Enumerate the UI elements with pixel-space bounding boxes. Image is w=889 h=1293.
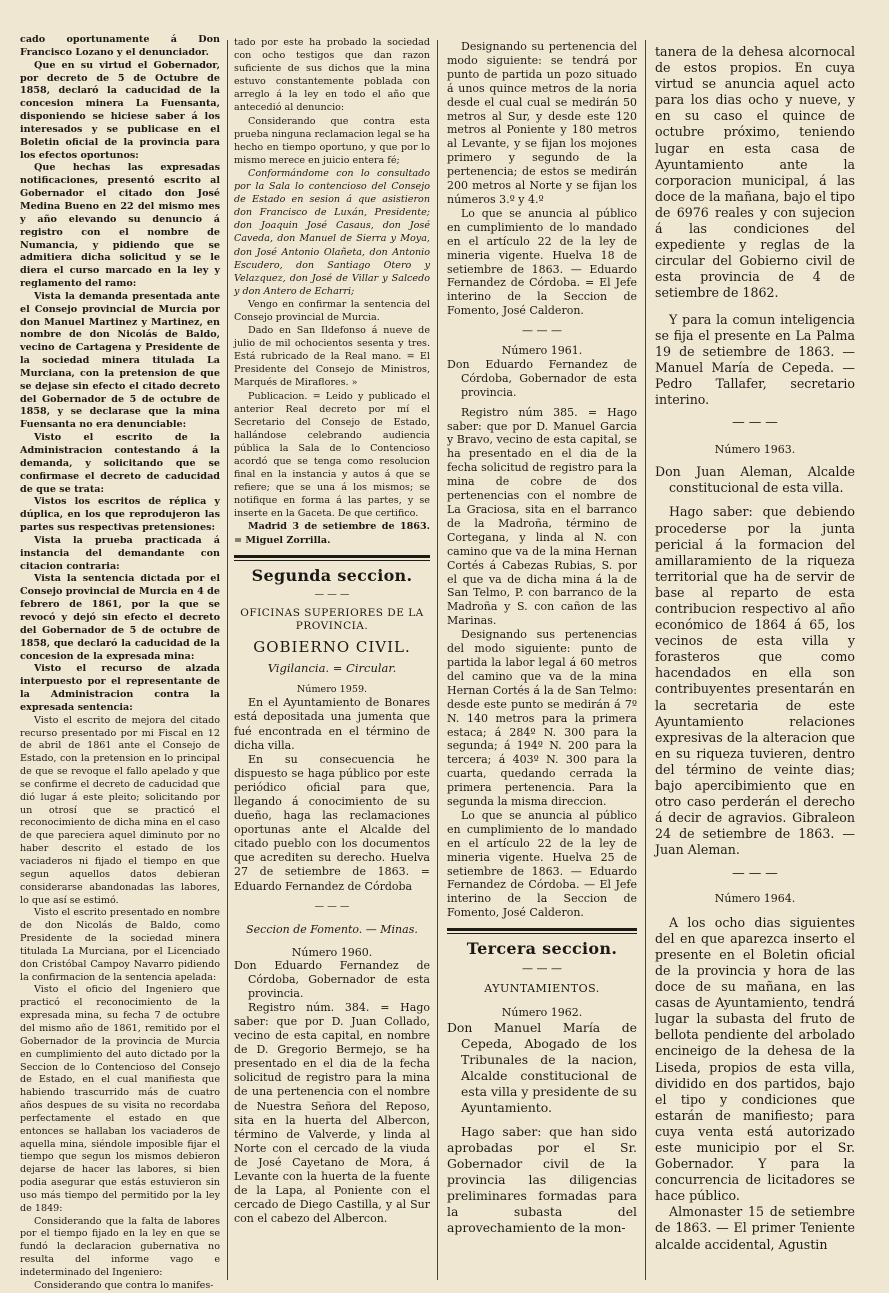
paragraph: Vistos los escritos de réplica y dúplica, en los que reprodujeron las partes sus respectivas pretensiones: (20, 496, 220, 534)
column-rule (645, 40, 646, 1280)
paragraph: Hago saber: que debiendo procederse por la junta pericial á la formacion del amillaramiento de la riqueza territorial que ha de servir de base al reparto de esta contribucion respectivo al año económico de 1864 á 65, los vecinos de esta villa y forasteros que como hacendados en ella son contribuyentes presentarán en la secretaria de este Ayuntamiento relaciones expresivas de la alteracion que en su riqueza tuvieren, dentro del término de veinte dias; bajo apercibimiento que en otro caso perderán el derecho á decir de agravios. Gibraleon 24 de setiembre de 1863. — Juan Aleman. (655, 504, 855, 858)
paragraph: Registro núm. 384. = Hago saber: que por D. Juan Collado, vecino de esta capital, en nombre de D. Gregorio Bermejo, se ha presentado en el dia de la fecha solicitud de registro para la mina de una pertenencia con el nombre de Nuestra Señora del Reposo, sita en la huerta del Albercon, término de Valverde, y linda al Norte con el cercado de la viuda de José Cayetano de Mora, á Levante con la huerta de la fuente de la Lapa, al Poniente con el cercado de Diego Castilla, y al Sur con el cabezo del Albercon. (234, 1000, 430, 1226)
paragraph: A los ocho dias siguientes del en que aparezca inserto el presente en el Boletin oficial de la provincia y hora de las doce de su mañana, en las casas de Ayuntamiento, tendrá lugar la subasta del fruto de bellota pendiente del arbolado encineigo de la dehesa de la Liseda, propios de esta villa, dividido en dos partidos, bajo el tipo y condiciones que estarán de manifiesto; para cuya venta está autorizado este municipio por el Sr. Gobernador. Y para la concurrencia de licitadores se hace público. (655, 914, 855, 1204)
heading-vigilancia: Vigilancia. = Circular. (267, 661, 397, 676)
paragraph: Conformándome con lo consultado por la Sala lo contencioso del Consejo de Estado en sesion á que asistieron don Francisco de Luxán, Presidente; don Joaquin José Casaus, don José Caveda, don Manuel de Sierra y Moya, don José Antonio Olañeta, don Antonio Escudero, don Santiago Otero y Velazquez, don José de Villar y Salcedo y don Antero de Echarri; (234, 167, 430, 297)
notice-issuer: Don Manuel María de Cepeda, Abogado de los Tribunales de la nacion, Alcalde constitucional de esta villa y presidente de su Ayuntamiento. (447, 1019, 637, 1115)
column-3 (447, 40, 637, 1280)
paragraph: Que hechas las expresadas notificaciones, presentó escrito al Gobernador el citado don José Medina Bueno en 22 del mismo mes y año elevando su denuncio á registro con el nombre de Numancia, y pidiendo que se admitiera dicha solicitud y se le diera el curso marcado en la ley y reglamento del ramo: (20, 162, 220, 290)
paragraph: Vista la demanda presentada ante el Consejo provincial de Murcia por don Manuel Martinez y Martinez, en nombre de don Nicolás de Baldo, vecino de Cartagena y Presidente de la sociedad minera titulada La Murciana, con la pretension de que se dejase sin efecto el citado decreto del Gobernador de 5 de octubre de 1858, y se declarase que la mina Fuensanta no era denunciable: (20, 290, 220, 431)
paragraph: tado por este ha probado la sociedad con ocho testigos que dan razon suficiente de sus dichos que la mina estuvo constantemente poblada con arreglo á la ley en todo el año que antecedió al denuncio: (234, 37, 430, 114)
paragraph: cado oportunamente á Don Francisco Lozano y el denunciador. (20, 34, 220, 58)
paragraph: Vengo en confirmar la sentencia del Consejo provincial de Murcia. (234, 298, 430, 323)
paragraph: Almonaster 15 de setiembre de 1863. — El primer Teniente alcalde accidental, Agustin (655, 1204, 855, 1252)
paragraph: Y para la comun inteligencia se fija el presente en La Palma 19 de setiembre de 1863. — Manuel María de Cepeda. — Pedro Tallafer, secretario interino. (655, 311, 855, 407)
paragraph: Registro núm 385. = Hago saber: que por D. Manuel Garcia y Bravo, vecino de esta capital, se ha presentado en el dia de la fecha solicitud de registro para la mina de cobre de dos pertenencias con el nombre de La Graciosa, sita en el barranco de la Madroña, término de Cortegana, y linda al N. con camino que va de la mina Hernan Cortés á Cabezas Rubias, S. por el que va de dicha mina á la de San Telmo, P. con barranco de la Madroña y S. con cañon de las Marinas. (447, 405, 637, 628)
paragraph: Hago saber: que han sido aprobadas por el Sr. Gobernador civil de la provincia las diligencias preliminares formadas para la subasta del aprovechamiento de la mon- (447, 1123, 637, 1235)
signature-line: Madrid 3 de setiembre de 1863. = Miguel Zorrilla. (234, 521, 430, 546)
separator: — — — (732, 414, 778, 430)
heading-gobierno: GOBIERNO CIVIL. (253, 638, 411, 657)
section-rule (234, 560, 430, 561)
paragraph: tanera de la dehesa alcornocal de estos propios. En cuya virtud se anuncia aquel acto para los dias ocho y nueve, y en su caso el quince de octubre próximo, teniendo lugar en esta casa de Ayuntamiento ante la corporacion municipal, á las doce de la mañana, bajo el tipo de 6976 reales y con sujecion á las condiciones del expediente y reglas de la circular del Gobierno civil de esta provincia de 4 de setiembre de 1862. (655, 44, 855, 301)
column-rule (227, 40, 228, 1280)
paragraph: Considerando que contra esta prueba ninguna reclamacion legal se ha hecho en tiempo oportuno, y que por lo mismo merece en juicio entera fé; (234, 115, 430, 166)
paragraph: En el Ayuntamiento de Bonares está depositada una jumenta que fué encontrada en el término de dicha villa. (234, 696, 430, 752)
notice-number: Número 1961. (501, 344, 583, 358)
paragraph: Visto el recurso de alzada interpuesto por el representante de la Administracion contra la expresada sentencia: (20, 663, 220, 713)
section-rule (447, 928, 637, 931)
separator: — — — (314, 900, 350, 912)
paragraph: Publicacion. = Leido y publicado el anterior Real decreto por mí el Secretario del Consejo de Estado, hallándose celebrando audiencia pública la Sala de lo Contencioso acordó que se tenga como resolucion final en la instancia y autos á que se refiere; que se una á los mismos; se notifique en forma á las partes, y se inserte en la Gaceta. De que certifico. (234, 390, 430, 520)
column-2 (234, 36, 430, 1280)
separator: — — — (522, 324, 562, 338)
paragraph: Considerando que la falta de labores por el tiempo fijado en la ley en que se fundó la declaracion gubernativa no resulta del informe vago e indeterminado del Ingeniero: (20, 1215, 220, 1278)
notice-issuer: Don Eduardo Fernandez de Córdoba, Gobernador de esta provincia. (234, 958, 430, 1000)
notice-number: Número 1960. (291, 945, 373, 959)
notice-number: Número 1962. (501, 1005, 583, 1019)
section-rule (234, 555, 430, 558)
notice-number: Número 1964. (714, 891, 796, 905)
paragraph: Designando sus pertenencias del modo siguiente: punto de partida la labor legal á 60 metros del camino que va de la mina Hernan Cortés á la de San Telmo: desde este punto se medirán á 7º N. 140 metros para la primera estaca; á 284º N. 300 para la segunda; á 194º N. 200 para la tercera; á 403º N. 300 para la cuarta, quedando cerrada la primera pertenencia. Para la segunda la misma direccion. (447, 628, 637, 809)
column-rule (437, 40, 438, 1280)
paragraph: Visto el escrito de mejora del citado recurso presentado por mi Fiscal en 12 de abril de 1861 ante el Consejo de Estado, con la pretension en lo principal de que se revoque el fallo apelado y que se confirme el decreto de caducidad que dió lugar á este pleito; solicitando por un otrosí que se practicó el reconocimiento de dicha mina en el caso de que pareciera aquel diminuto por no haber descrito el estado de los vaciaderos ni fijado el tiempo en que segun aquellos datos debieran considerarse abandonadas las labores, lo que así se estimó. (20, 714, 220, 906)
paragraph: Vista la prueba practicada á instancia del demandante con citacion contraria: (20, 534, 220, 572)
notice-issuer: Don Juan Aleman, Alcalde constitucional de esta villa. (655, 464, 855, 496)
notice-issuer: Don Eduardo Fernandez de Córdoba, Gobernador de esta provincia. (447, 357, 637, 399)
section-heading: Segunda seccion. (251, 565, 413, 585)
paragraph: Considerando que contra lo manifes- (34, 1279, 214, 1291)
separator: — — — (522, 962, 562, 976)
paragraph: Visto el escrito de la Administracion contestando á la demanda, y solicitando que se confirmase el decreto de caducidad de que se trata: (20, 432, 220, 495)
heading-ayuntamientos: AYUNTAMIENTOS. (484, 982, 600, 995)
section-heading: Tercera seccion. (466, 939, 618, 959)
notice-number: Número 1963. (714, 443, 796, 457)
paragraph: En su consecuencia he dispuesto se haga público por este periódico oficial para que, llegando á conocimiento de su dueño, haga las reclamaciones oportunas ante el Alcalde del citado pueblo con los documentos que acrediten su derecho. Huelva 27 de setiembre de 1863. = Eduardo Fernandez de Córdoba (234, 752, 430, 893)
paragraph: Lo que se anuncia al público en cumplimiento de lo mandado en el artículo 22 de la ley de mineria vigente. Huelva 25 de setiembre de 1863. — Eduardo Fernandez de Córdoba. — El Jefe interino de la Seccion de Fomento, José Calderon. (447, 808, 637, 920)
paragraph: Que en su virtud el Gobernador, por decreto de 5 de Octubre de 1858, declaró la caducidad de la concesion minera La Fuensanta, disponiendo se hiciese saber á los interesados y se publicase en el Boletin oficial de la provincia para los efectos oportunos: (20, 59, 220, 161)
paragraph: Dado en San Ildefonso á nueve de julio de mil ochocientos sesenta y tres. Está rubricado de la Real mano. = El Presidente del Consejo de Ministros, Marqués de Miraflores. » (234, 325, 430, 389)
separator: — — — (314, 588, 350, 600)
heading-oficinas: OFICINAS SUPERIORES DE LA PROVINCIA. (240, 606, 424, 632)
column-1 (20, 34, 220, 1291)
section-rule (447, 933, 637, 934)
separator: — — — (732, 864, 778, 880)
notice-number: Número 1959. (296, 684, 368, 696)
heading-fomento: Seccion de Fomento. — Minas. (246, 922, 418, 936)
column-4 (655, 44, 855, 1280)
paragraph: Vista la sentencia dictada por el Consejo provincial de Murcia en 4 de febrero de 1861, por la que se revocó y dejó sin efecto el decreto del Gobernador de 5 de octubre de 1858, que declaró la caducidad de la concesion de la expresada mina: (20, 573, 220, 662)
paragraph: Designando su pertenencia del modo siguiente: se tendrá por punto de partida un pozo situado á unos quince metros de la noria desde el cual cual se medirán 50 metros al Sur, y desde este 120 metros al Poniente y 180 metros al Levante, y se fijan los mojones primero y segundo de la pertenencia; de estos se medirán 200 metros al Norte y se fijan los números 3.º y 4.º (447, 40, 637, 206)
paragraph: Lo que se anuncia al público en cumplimiento de lo mandado en el artículo 22 de la ley de mineria vigente. Huelva 18 de setiembre de 1863. — Eduardo Fernandez de Córdoba. = El Jefe interino de la Seccion de Fomento, José Calderon. (447, 206, 637, 318)
paragraph: Visto el oficio del Ingeniero que practicó el reconocimiento de la expresada mina, su fecha 7 de octubre del mismo año de 1861, remitido por el Gobernador de la provincia de Murcia en cumplimiento del auto dictado por la Seccion de lo Contencioso del Consejo de Estado, en el cual manifiesta que habiendo trascurrido más de cuatro años despues de su visita no recordaba perfectamente el estado en que entonces se hallaban los vaciaderos de aquella mina, siéndole imposible fijar el tiempo que segun los mismos debieron dejarse de hacer las labores, si bien podia asegurar que estás estuvieron sin uso más tiempo del permitido por la ley de 1849: (20, 984, 220, 1214)
paragraph: Visto el escrito presentado en nombre de don Nicolás de Baldo, como Presidente de la sociedad minera titulada La Murciana, por el Licenciado don Cristóbal Campoy Navarro pidiendo la confirmacion de la sentencia apelada: (20, 907, 220, 983)
